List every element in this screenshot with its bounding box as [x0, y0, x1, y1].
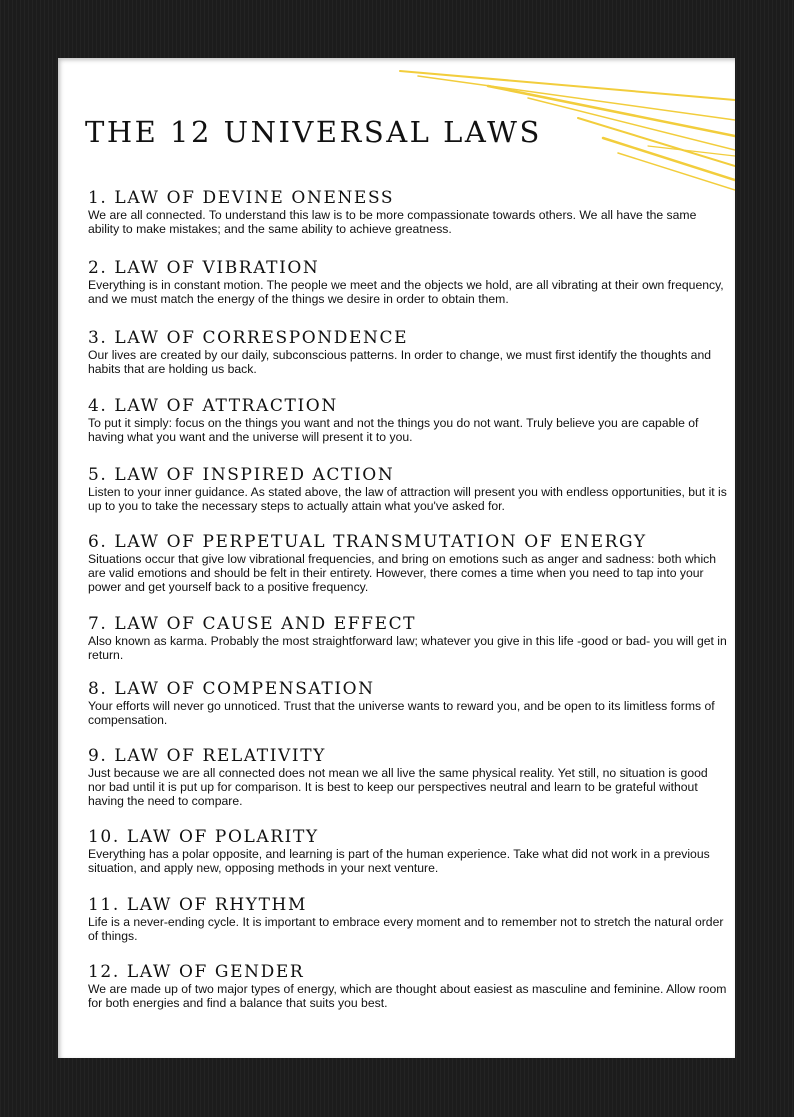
law-heading: 11. LAW OF RHYTHM	[88, 895, 307, 915]
law-description: We are all connected. To understand this law is to be more compassionate towards others. We all have the same ability to make mistakes; and the same ability to achieve greatness.	[88, 208, 697, 236]
law-heading: 7. LAW OF CAUSE AND EFFECT	[88, 614, 417, 634]
law-heading: 4. LAW OF ATTRACTION	[88, 396, 338, 416]
law-description: Situations occur that give low vibrational frequencies, and bring on emotions such as anger and sadness: both which are valid emotions and should be felt in their entirety. However, there comes a time when you need to tap into your power and get yourself back to a positive frequency.	[88, 552, 717, 594]
law-description: Everything is in constant motion. The people we meet and the objects we hold, are all vibrating at their own frequency, and we must match the energy of the things we desire in order to obtain them.	[88, 278, 724, 306]
law-heading: 3. LAW OF CORRESPONDENCE	[88, 328, 409, 348]
law-heading: 1. LAW OF DEVINE ONENESS	[88, 188, 395, 208]
law-section	[88, 397, 728, 444]
law-section	[88, 259, 728, 306]
law-description: Just because we are all connected does not mean we all live the same physical reality. Yet still, no situation is good nor bad until it is put up for comparison. It is best to keep our perspectives neutral and learn to be grateful without having the need to compare.	[88, 766, 708, 808]
law-section	[88, 680, 728, 727]
law-section	[88, 963, 728, 1010]
law-description: To put it simply: focus on the things you want and not the things you do not want. Truly believe you are capable of having what you want and the universe will present it to you.	[88, 416, 699, 444]
law-section	[88, 189, 728, 236]
law-heading: 10. LAW OF POLARITY	[88, 827, 319, 847]
law-heading: 5. LAW OF INSPIRED ACTION	[88, 465, 395, 485]
law-section	[88, 466, 728, 513]
page-title: THE 12 UNIVERSAL LAWS	[85, 115, 542, 149]
law-section	[88, 747, 728, 808]
law-section	[88, 896, 728, 943]
law-heading: 12. LAW OF GENDER	[88, 962, 305, 982]
law-section	[88, 828, 728, 875]
law-heading: 2. LAW OF VIBRATION	[88, 258, 320, 278]
law-description: Our lives are created by our daily, subconscious patterns. In order to change, we must first identify the thoughts and habits that are holding us back.	[88, 348, 712, 376]
law-description: We are made up of two major types of energy, which are thought about easiest as masculine and feminine. Allow room for both energies and find a balance that suits you best.	[88, 982, 727, 1010]
law-heading: 6. LAW OF PERPETUAL TRANSMUTATION OF ENERGY	[88, 532, 647, 552]
law-section	[88, 329, 728, 376]
law-description: Also known as karma. Probably the most straightforward law; whatever you give in this life -good or bad- you will get in return.	[88, 634, 727, 662]
law-description: Your efforts will never go unnoticed. Trust that the universe wants to reward you, and be open to its limitless forms of compensation.	[88, 699, 715, 727]
law-heading: 8. LAW OF COMPENSATION	[88, 679, 375, 699]
law-description: Everything has a polar opposite, and learning is part of the human experience. Take what did not work in a previous situation, and apply new, opposing methods in your next venture.	[88, 847, 710, 875]
poster	[58, 58, 735, 1058]
law-section	[88, 533, 728, 594]
law-description: Life is a never-ending cycle. It is important to embrace every moment and to remember not to stretch the natural order of things.	[88, 915, 724, 943]
law-heading: 9. LAW OF RELATIVITY	[88, 746, 326, 766]
law-description: Listen to your inner guidance. As stated above, the law of attraction will present you with endless opportunities, but it is up to you to take the necessary steps to actually attain what you've asked for.	[88, 485, 727, 513]
law-section	[88, 615, 728, 662]
